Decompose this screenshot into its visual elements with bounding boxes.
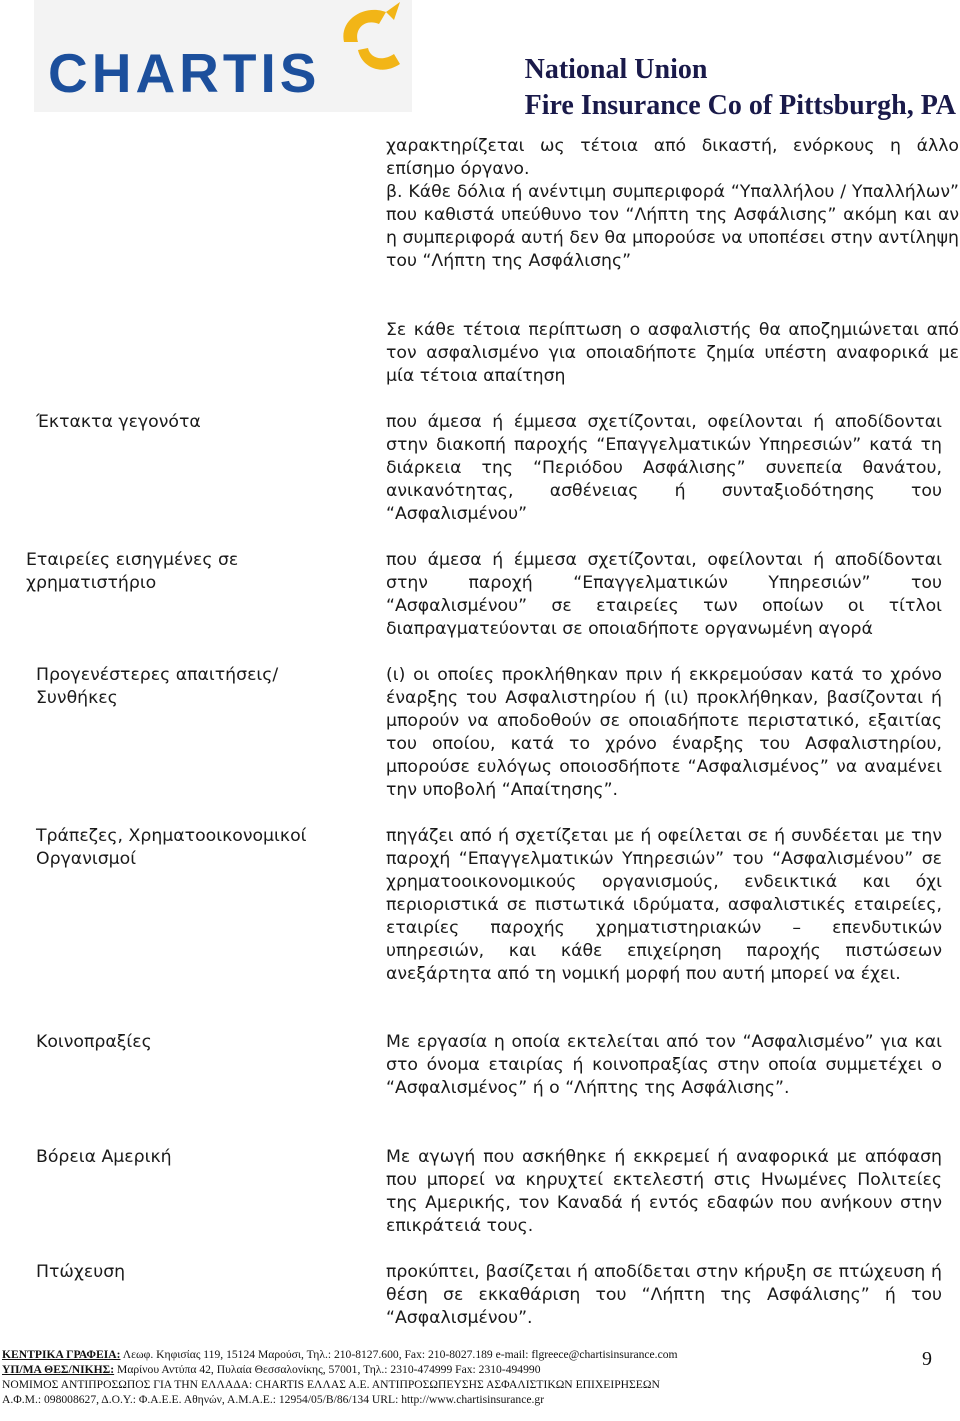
clause-text-north-america: Με αγωγή που ασκήθηκε ή εκκρεμεί ή αναφορικά με απόφαση που μπορεί να κηρυχτεί εκτελεστή στις Ηνωμένες Πολιτείες της Αμερικής, τον Καναδά ή εντός εδαφών που ανήκουν στην επικράτειά τους. — [386, 1147, 942, 1236]
clause-label-extraordinary-events: Έκτακτα γεγονότα — [36, 412, 201, 432]
footer-hq-line — [2, 1347, 902, 1362]
clause-label-prior-claims: Προγενέστερες απαιτήσεις/ Συνθήκες — [36, 665, 279, 708]
clause-text-extraordinary-events: που άμεσα ή έμμεσα σχετίζονται, οφείλονται ή αποδίδονται στην διακοπή παροχής “Επαγγελματικών Υπηρεσιών” κατά τη διάρκεια της “Περιόδου Ασφάλισης” συνεπεία θανάτου, ανικανότητας, ασθένειας ή συνταξιοδότησης του “Ασφαλισμένου” — [386, 412, 942, 524]
clause-text-bankruptcy: προκύπτει, βασίζεται ή αποδίδεται στην κήρυξη σε πτώχευση ή θέση σε εκκαθάριση του “Λήπτη της Ασφάλισης” ή του “Ασφαλισμένου”. — [386, 1262, 942, 1328]
intro-paragraph-1: χαρακτηρίζεται ως τέτοια από δικαστή, ενόρκους η άλλο επίσημο όργανο. — [386, 136, 959, 179]
clause-label-listed-companies: Εταιρείες εισηγμένες σε χρηματιστήριο — [26, 550, 239, 593]
page-footer — [2, 1347, 902, 1407]
footer-hq-text: Λεωφ. Κηφισίας 119, 15124 Μαρούσι, Τηλ.: 210-8127.600, Fax: 210-8027.189 e-mail: flgreece@chartisinsurance.com — [122, 1348, 678, 1361]
intro-paragraph-3: Σε κάθε τέτοια περίπτωση ο ασφαλιστής θα αποζημιώνεται από τον ασφαλισμένο για οποιαδήποτε ζημία υπέστη αναφορικά με μία τέτοια απαίτηση — [386, 320, 959, 386]
footer-hq-label: ΚΕΝΤΡΙΚΑ ΓΡΑΦΕΙΑ: — [2, 1348, 121, 1361]
intro-paragraph-2: β. Κάθε δόλια ή ανέντιμη συμπεριφορά “Υπαλλήλου / Υπαλλήλων” που καθιστά υπεύθυνο τον “Λήπτη της Ασφάλισης” ακόμη και αν η συμπεριφορά αυτή δεν θα μπορούσε να υποπέσει στην αντίληψη του “Λήπτη της Ασφάλισης” — [386, 182, 959, 271]
company-line-1: National Union — [524, 54, 708, 85]
footer-branch-line — [2, 1362, 902, 1377]
clause-text-banks: πηγάζει από ή σχετίζεται με ή οφείλεται σε ή συνδέεται με την παροχή “Επαγγελματικών Υπηρεσιών” του “Ασφαλισμένου” σε χρηματοοικονομικούς οργανισμούς, ενδεικτικά και όχι περιοριστικά σε πιστωτικά ιδρύματα, ασφαλιστικές εταιρείες, εταιρίες παροχής χρηματιστηριακών – επενδυτικών υπηρεσιών, και κάθε επιχείρηση παροχής πιστώσεων ανεξάρτητα από τη νομική μορφή που αυτή μπορεί να έχει. — [386, 826, 942, 984]
clause-label-joint-ventures: Κοινοπραξίες — [36, 1032, 152, 1052]
logo-wordmark: CHARTIS — [48, 42, 321, 104]
logo-swoosh-icon — [324, 2, 434, 92]
page-number: 9 — [922, 1348, 932, 1370]
clause-label-bankruptcy: Πτώχευση — [36, 1262, 126, 1282]
footer-branch-text: Μαρίνου Αντύπα 42, Πυλαία Θεσσαλονίκης, 57001, Τηλ.: 2310-474999 Fax: 2310-494990 — [117, 1363, 541, 1376]
footer-representative-line: ΝΟΜΙΜΟΣ ΑΝΤΙΠΡΟΣΩΠΟΣ ΓΙΑ ΤΗΝ ΕΛΛΑΔΑ: CHARTIS ΕΛΛΑΣ Α.Ε. ΑΝΤΙΠΡΟΣΩΠΕΥΣΗΣ ΑΣΦΑΛΙΣΤΙΚΩΝ ΕΠΙΧΕΙΡΗΣΕΩΝ — [2, 1378, 660, 1391]
clause-text-listed-companies: που άμεσα ή έμμεσα σχετίζονται, οφείλονται ή αποδίδονται στην παροχή “Επαγγελματικών Υπηρεσιών” του “Ασφαλισμένου” σε εταιρείες των οποίων οι τίτλοι διαπραγματεύονται σε οποιαδήποτε οργανωμένη αγορά — [386, 550, 942, 639]
chartis-logo — [34, 0, 412, 112]
clause-label-banks: Τράπεζες, Χρηματοοικονομικοί Οργανισμοί — [36, 826, 307, 869]
company-line-2: Fire Insurance Co of Pittsburgh, PA — [524, 90, 956, 121]
company-name — [525, 52, 956, 124]
footer-registration-line: Α.Φ.Μ.: 098008627, Δ.Ο.Υ.: Φ.Α.Ε.Ε. Αθηνών, Α.Μ.Α.Ε.: 12954/05/Β/86/134 URL: http://www.chartisinsurance.gr — [2, 1393, 545, 1406]
clause-text-prior-claims: (ι) οι οποίες προκλήθηκαν πριν ή εκκρεμούσαν κατά το χρόνο έναρξης του Ασφαλιστηρίου ή (ιι) προκλήθηκαν, βασίζονται ή μπορούν να αποδοθούν σε οποιαδήποτε περιστατικό, εξαιτίας του οποίου, κατά το χρόνο έναρξης του Ασφαλιστηρίου, μπορούσε ευλόγως οποιοσδήποτε “Ασφαλισμένος” να αναμένει την υποβολή “Απαίτησης”. — [386, 665, 942, 800]
footer-branch-label: ΥΠ/ΜΑ ΘΕΣ/ΝΙΚΗΣ: — [2, 1363, 115, 1376]
clause-label-north-america: Βόρεια Αμερική — [36, 1147, 172, 1167]
clause-text-joint-ventures: Με εργασία η οποία εκτελείται από τον “Ασφαλισμένο” για και στο όνομα εταιρίας ή κοινοπραξίας στην οποία συμμετέχει ο “Ασφαλισμένος” ή ο “Λήπτης της Ασφάλισης”. — [386, 1032, 942, 1098]
